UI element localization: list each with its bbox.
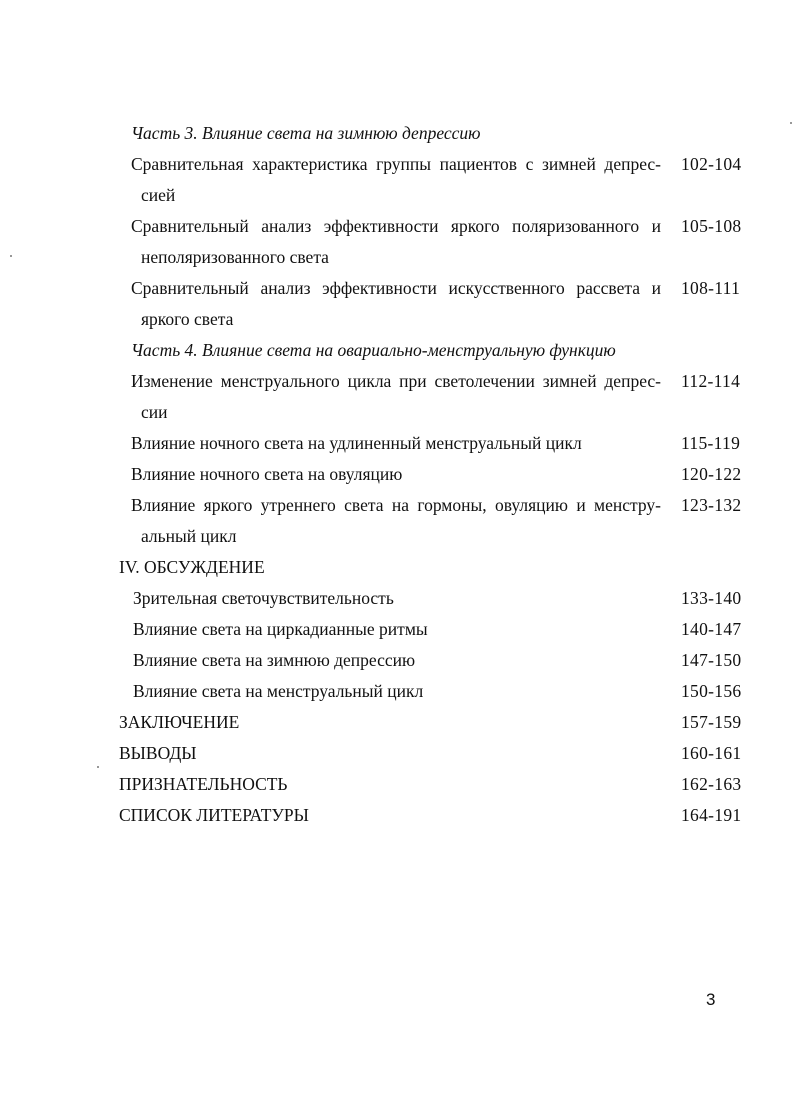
table-of-contents [0,118,799,831]
toc-entry-pages: 112-114 [681,371,741,391]
toc-entry-line: ВЫВОДЫ [119,743,197,763]
toc-entry-group-characteristics [0,149,799,211]
toc-entry-pages: 147-150 [681,650,742,670]
toc-entry-line: Сравнительный анализ эффективности яркого поляризованного и [131,216,661,236]
toc-entry-line: Изменение менструального цикла при светолечении зимней депрес- [131,371,661,391]
toc-entry-line: Сравнительный анализ эффективности искусственного рассвета и [131,278,661,298]
toc-entry-references [0,800,799,831]
toc-entry-line: Влияние яркого утреннего света на гормоны, овуляцию и менстру- [131,495,661,515]
toc-entry-artificial-dawn [0,273,799,335]
toc-entry-line: ПРИЗНАТЕЛЬНОСТЬ [119,774,288,794]
toc-entry-pages: 115-119 [681,433,741,453]
toc-entry-pages: 157-159 [681,712,742,732]
page-number: 3 [706,990,716,1009]
scan-speck [790,122,792,124]
scan-speck [97,766,99,768]
toc-entry-pages: 108-111 [681,278,741,298]
toc-entry-line: Влияние света на менструальный цикл [133,681,424,701]
toc-entry-line: Сравнительная характеристика группы пациентов с зимней депрес- [131,154,661,174]
toc-entry-pages: 120-122 [681,464,742,484]
toc-entry-line: Влияние ночного света на овуляцию [131,464,403,484]
toc-entry-line: Влияние света на зимнюю депрессию [133,650,416,670]
toc-entry-findings [0,738,799,769]
toc-entry-pages: 133-140 [681,588,742,608]
toc-entry-line: Зрительная светочувствительность [133,588,394,608]
toc-entry-line: Влияние ночного света на удлиненный менструальный цикл [131,433,582,453]
toc-entry-circadian-rhythms [0,614,799,645]
toc-entry-line: неполяризованного света [141,247,329,267]
toc-entry-night-light-cycle [0,428,799,459]
toc-entry-pages: 160-161 [681,743,742,763]
toc-entry-pages: 164-191 [681,805,742,825]
toc-entry-winter-depression [0,645,799,676]
toc-entry-pages: 102-104 [681,154,742,174]
toc-entry-line: альный цикл [141,526,237,546]
part-4-heading: Часть 4. Влияние света на овариально-менструальную функцию [131,340,616,360]
toc-entry-pages: 140-147 [681,619,742,639]
toc-entry-line: сией [141,185,176,205]
toc-entry-line: Влияние света на циркадианные ритмы [133,619,428,639]
scan-speck [10,255,12,257]
toc-entry-menstrual-cycle-change [0,366,799,428]
toc-entry-night-light-ovulation [0,459,799,490]
part-3-heading: Часть 3. Влияние света на зимнюю депрессию [131,123,481,143]
toc-entry-conclusion [0,707,799,738]
toc-entry-polarized-light [0,211,799,273]
section-4-heading: IV. ОБСУЖДЕНИЕ [119,557,265,577]
toc-entry-pages: 123-132 [681,495,742,515]
toc-entry-line: яркого света [141,309,234,329]
toc-entry-visual-sensitivity [0,583,799,614]
toc-entry-pages: 162-163 [681,774,742,794]
toc-entry-pages: 105-108 [681,216,742,236]
toc-entry-acknowledgements [0,769,799,800]
toc-entry-line: СПИСОК ЛИТЕРАТУРЫ [119,805,309,825]
toc-entry-pages: 150-156 [681,681,742,701]
toc-entry-line: ЗАКЛЮЧЕНИЕ [119,712,240,732]
toc-entry-line: сии [141,402,168,422]
toc-entry-menstrual-cycle [0,676,799,707]
toc-entry-morning-light [0,490,799,552]
